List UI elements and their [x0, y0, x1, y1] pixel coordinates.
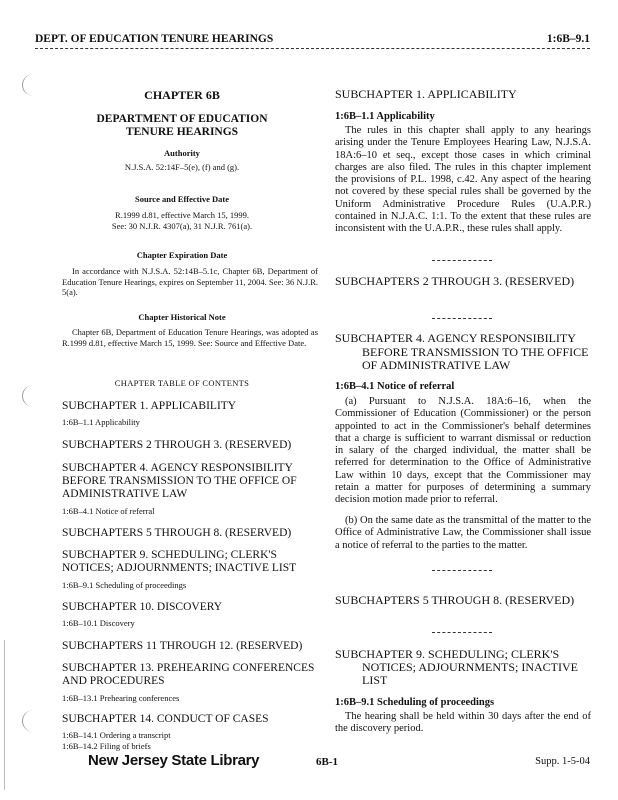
authority-heading: Authority: [164, 148, 200, 158]
chapter-title-line1: DEPARTMENT OF EDUCATION: [96, 113, 268, 125]
history-text: Chapter 6B, Department of Education Tenure Hearings, was adopted as R.1999 d.81, effective March 15, 1999. See: Source and Effective Date.: [62, 327, 318, 348]
section-1-1-text: The rules in this chapter shall apply to any hearings arising under the Tenure Employees Hearing Law, N.J.S.A. 18A:6–10 et seq., except those cases in which criminal charges are also filed. The rules in this chapter implement the provisions of P.L. 1998, c.42. Any aspect of the hearing not covered by these special rules shall be governed by the Uniform Administrative Procedure Rules (U.A.P.R.) contained in N.J.A.C. 1:1. To the extent that these rules are inconsistent with the U.A.P.R., these rules shall apply.: [335, 125, 591, 235]
toc-item: 1:6B–13.1 Prehearing conferences: [62, 693, 180, 703]
subchapter-9-heading-line3: LIST: [362, 673, 388, 687]
subchapter-4-heading-line3: OF ADMINISTRATIVE LAW: [362, 358, 511, 372]
toc-subchapters-2-3: SUBCHAPTERS 2 THROUGH 3. (RESERVED): [62, 439, 292, 451]
header-rule: [35, 48, 590, 49]
binder-hole-mark: [22, 385, 45, 407]
toc-item: 1:6B–10.1 Discovery: [62, 618, 135, 628]
section-separator: [432, 318, 492, 319]
margin-rule: [4, 640, 5, 790]
section-9-1-text: The hearing shall be held within 30 days after the end of the discovery period.: [335, 711, 591, 735]
history-heading: Chapter Historical Note: [138, 312, 226, 322]
toc-subchapter-10: SUBCHAPTER 10. DISCOVERY: [62, 601, 223, 613]
section-4-1-heading: 1:6B–4.1 Notice of referral: [335, 381, 455, 392]
subchapter-1-heading: SUBCHAPTER 1. APPLICABILITY: [335, 87, 517, 101]
subchapter-4-heading-line2: BEFORE TRANSMISSION TO THE OFFICE: [362, 345, 589, 359]
toc-item: 1:6B–9.1 Scheduling of proceedings: [62, 580, 187, 590]
library-stamp: New Jersey State Library: [88, 752, 260, 769]
section-separator: [432, 570, 492, 571]
section-separator: [432, 632, 492, 633]
expiration-text: In accordance with N.J.S.A. 52:14B–5.1c, Chapter 6B, Department of Education Tenure Hearings, expires on September 11, 2004. See: 36 N.J.R. 5(a).: [62, 266, 318, 297]
subchapters-5-8-heading: SUBCHAPTERS 5 THROUGH 8. (RESERVED): [335, 593, 575, 607]
running-header-section: 1:6B–9.1: [546, 33, 590, 45]
toc-subchapter-13: SUBCHAPTER 13. PREHEARING CONFERENCES AND PROCEDURES: [62, 662, 315, 687]
toc-subchapters-11-12: SUBCHAPTERS 11 THROUGH 12. (RESERVED): [62, 640, 303, 652]
toc-subchapter-1: SUBCHAPTER 1. APPLICABILITY: [62, 400, 237, 412]
supplement-date: Supp. 1-5-04: [535, 756, 590, 767]
chapter-title-line2: TENURE HEARINGS: [125, 126, 239, 138]
toc-item: 1:6B–4.1 Notice of referral: [62, 506, 155, 516]
running-header-title: DEPT. OF EDUCATION TENURE HEARINGS: [35, 33, 274, 45]
toc-item: 1:6B–14.1 Ordering a transcript: [62, 730, 171, 740]
section-4-1-paragraph-b: (b) On the same date as the transmittal of the matter to the Office of Administrative Law, the Commissioner shall issue a notice of referral to the parties to the matter.: [335, 515, 591, 551]
source-line2: See: 30 N.J.R. 4307(a), 31 N.J.R. 761(a).: [111, 221, 253, 231]
section-9-1-heading: 1:6B–9.1 Scheduling of proceedings: [335, 697, 495, 708]
expiration-heading: Chapter Expiration Date: [136, 250, 228, 260]
toc-subchapter-9: SUBCHAPTER 9. SCHEDULING; CLERK'S NOTICES; ADJOURNMENTS; INACTIVE LIST: [62, 549, 297, 574]
toc-item: 1:6B–1.1 Applicability: [62, 417, 140, 427]
source-heading: Source and Effective Date: [134, 194, 230, 204]
chapter-number: CHAPTER 6B: [144, 88, 220, 102]
authority-text: N.J.S.A. 52:14F–5(e), (f) and (g).: [124, 162, 240, 172]
section-1-1-heading: 1:6B–1.1 Applicability: [335, 111, 435, 122]
subchapter-9-heading-line2: NOTICES; ADJOURNMENTS; INACTIVE: [362, 660, 578, 674]
toc-heading: CHAPTER TABLE OF CONTENTS: [114, 378, 250, 388]
page-number: 6B-1: [316, 756, 338, 768]
section-separator: [432, 260, 492, 261]
subchapter-9-heading-line1: SUBCHAPTER 9. SCHEDULING; CLERK'S: [335, 647, 560, 661]
binder-hole-mark: [22, 74, 45, 96]
toc-subchapters-5-8: SUBCHAPTERS 5 THROUGH 8. (RESERVED): [62, 527, 292, 539]
toc-item: 1:6B–14.2 Filing of briefs: [62, 741, 151, 751]
source-line1: R.1999 d.81, effective March 15, 1999.: [115, 210, 249, 220]
toc-subchapter-14: SUBCHAPTER 14. CONDUCT OF CASES: [62, 713, 269, 725]
subchapters-2-3-heading: SUBCHAPTERS 2 THROUGH 3. (RESERVED): [335, 274, 575, 288]
binder-hole-mark: [22, 710, 45, 732]
toc-subchapter-4: SUBCHAPTER 4. AGENCY RESPONSIBILITY BEFORE TRANSMISSION TO THE OFFICE OF ADMINISTRATIVE LAW: [62, 462, 297, 500]
section-4-1-paragraph-a: (a) Pursuant to N.J.S.A. 18A:6–16, when the Commissioner of Education (Commissioner) or the person appointed to act in the Commissioner's behalf determines that a charge is sufficient to warrant dismissal or reduction in salary of the charged individual, the matter shall be referred for determination to the Office of Administrative Law within 10 days, except that the Commissioner may retain a matter for purposes of determining a summary decision motion made prior to referral.: [335, 396, 591, 506]
subchapter-4-heading-line1: SUBCHAPTER 4. AGENCY RESPONSIBILITY: [335, 331, 576, 345]
